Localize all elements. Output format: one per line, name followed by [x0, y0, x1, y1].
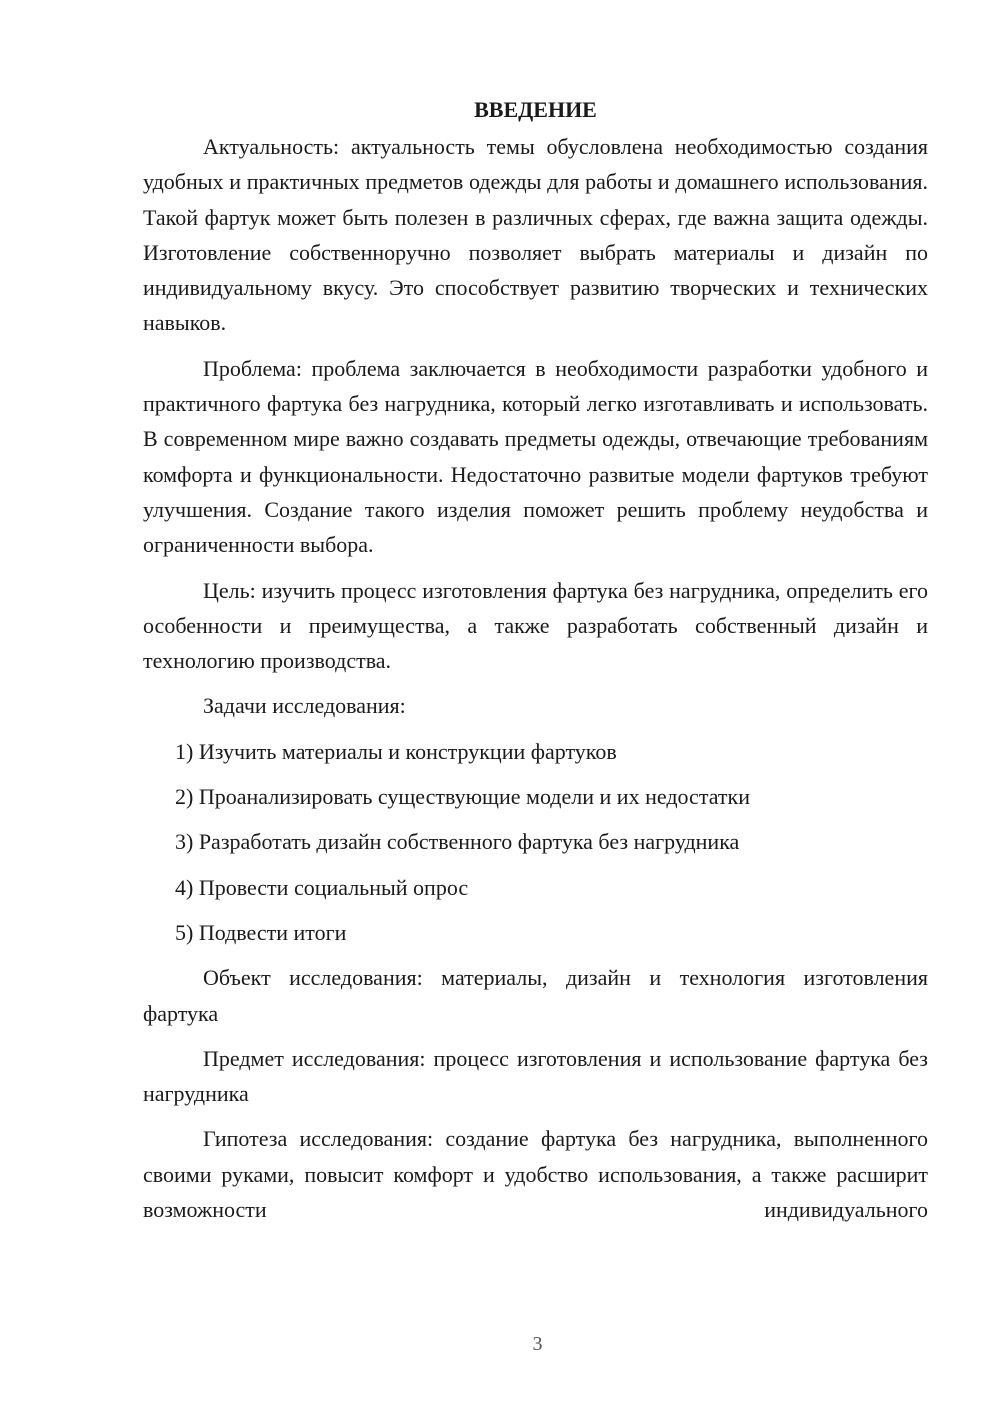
paragraph-relevance: Актуальность: актуальность темы обусловлена необходимостью создания удобных и практичных предметов одежды для работы и домашнего использования. Такой фартук может быть полезен в различных сферах, где важна защита одежды. Изготовление собственноручно позволяет выбрать материалы и дизайн по индивидуальному вкусу. Это способствует развитию творческих и технических навыков. — [143, 134, 928, 336]
task-item: 5) Подвести итоги — [175, 919, 347, 945]
tasks-list — [143, 734, 928, 950]
paragraph-hypothesis: Гипотеза исследования: создание фартука без нагрудника, выполненного своими руками, повысит комфорт и удобство использования, а также расширит возможности индивидуального — [143, 1126, 928, 1223]
document-page — [143, 92, 928, 1237]
tasks-heading: Задачи исследования: — [203, 693, 406, 719]
page-number: 3 — [532, 1333, 543, 1355]
paragraph-goal: Цель: изучить процесс изготовления фартука без нагрудника, определить его особенности и преимущества, а также разработать собственный дизайн и технологию производства. — [143, 577, 928, 674]
paragraph-object: Объект исследования: материалы, дизайн и технология изготовления фартука — [143, 965, 928, 1026]
document-title: ВВЕДЕНИЕ — [474, 97, 597, 122]
task-item: 4) Провести социальный опрос — [175, 874, 469, 900]
task-item: 3) Разработать дизайн собственного фартука без нагрудника — [175, 829, 740, 855]
paragraph-problem: Проблема: проблема заключается в необходимости разработки удобного и практичного фартука без нагрудника, который легко изготавливать и использовать. В современном мире важно создавать предметы одежды, отвечающие требованиям комфорта и функциональности. Недостаточно развитые модели фартуков требуют улучшения. Создание такого изделия поможет решить проблему неудобства и ограниченности выбора. — [143, 355, 928, 558]
paragraph-subject: Предмет исследования: процесс изготовления и использование фартука без нагрудника — [143, 1045, 928, 1107]
task-item: 1) Изучить материалы и конструкции фартуков — [175, 738, 617, 764]
task-item: 2) Проанализировать существующие модели и их недостатки — [175, 784, 750, 810]
